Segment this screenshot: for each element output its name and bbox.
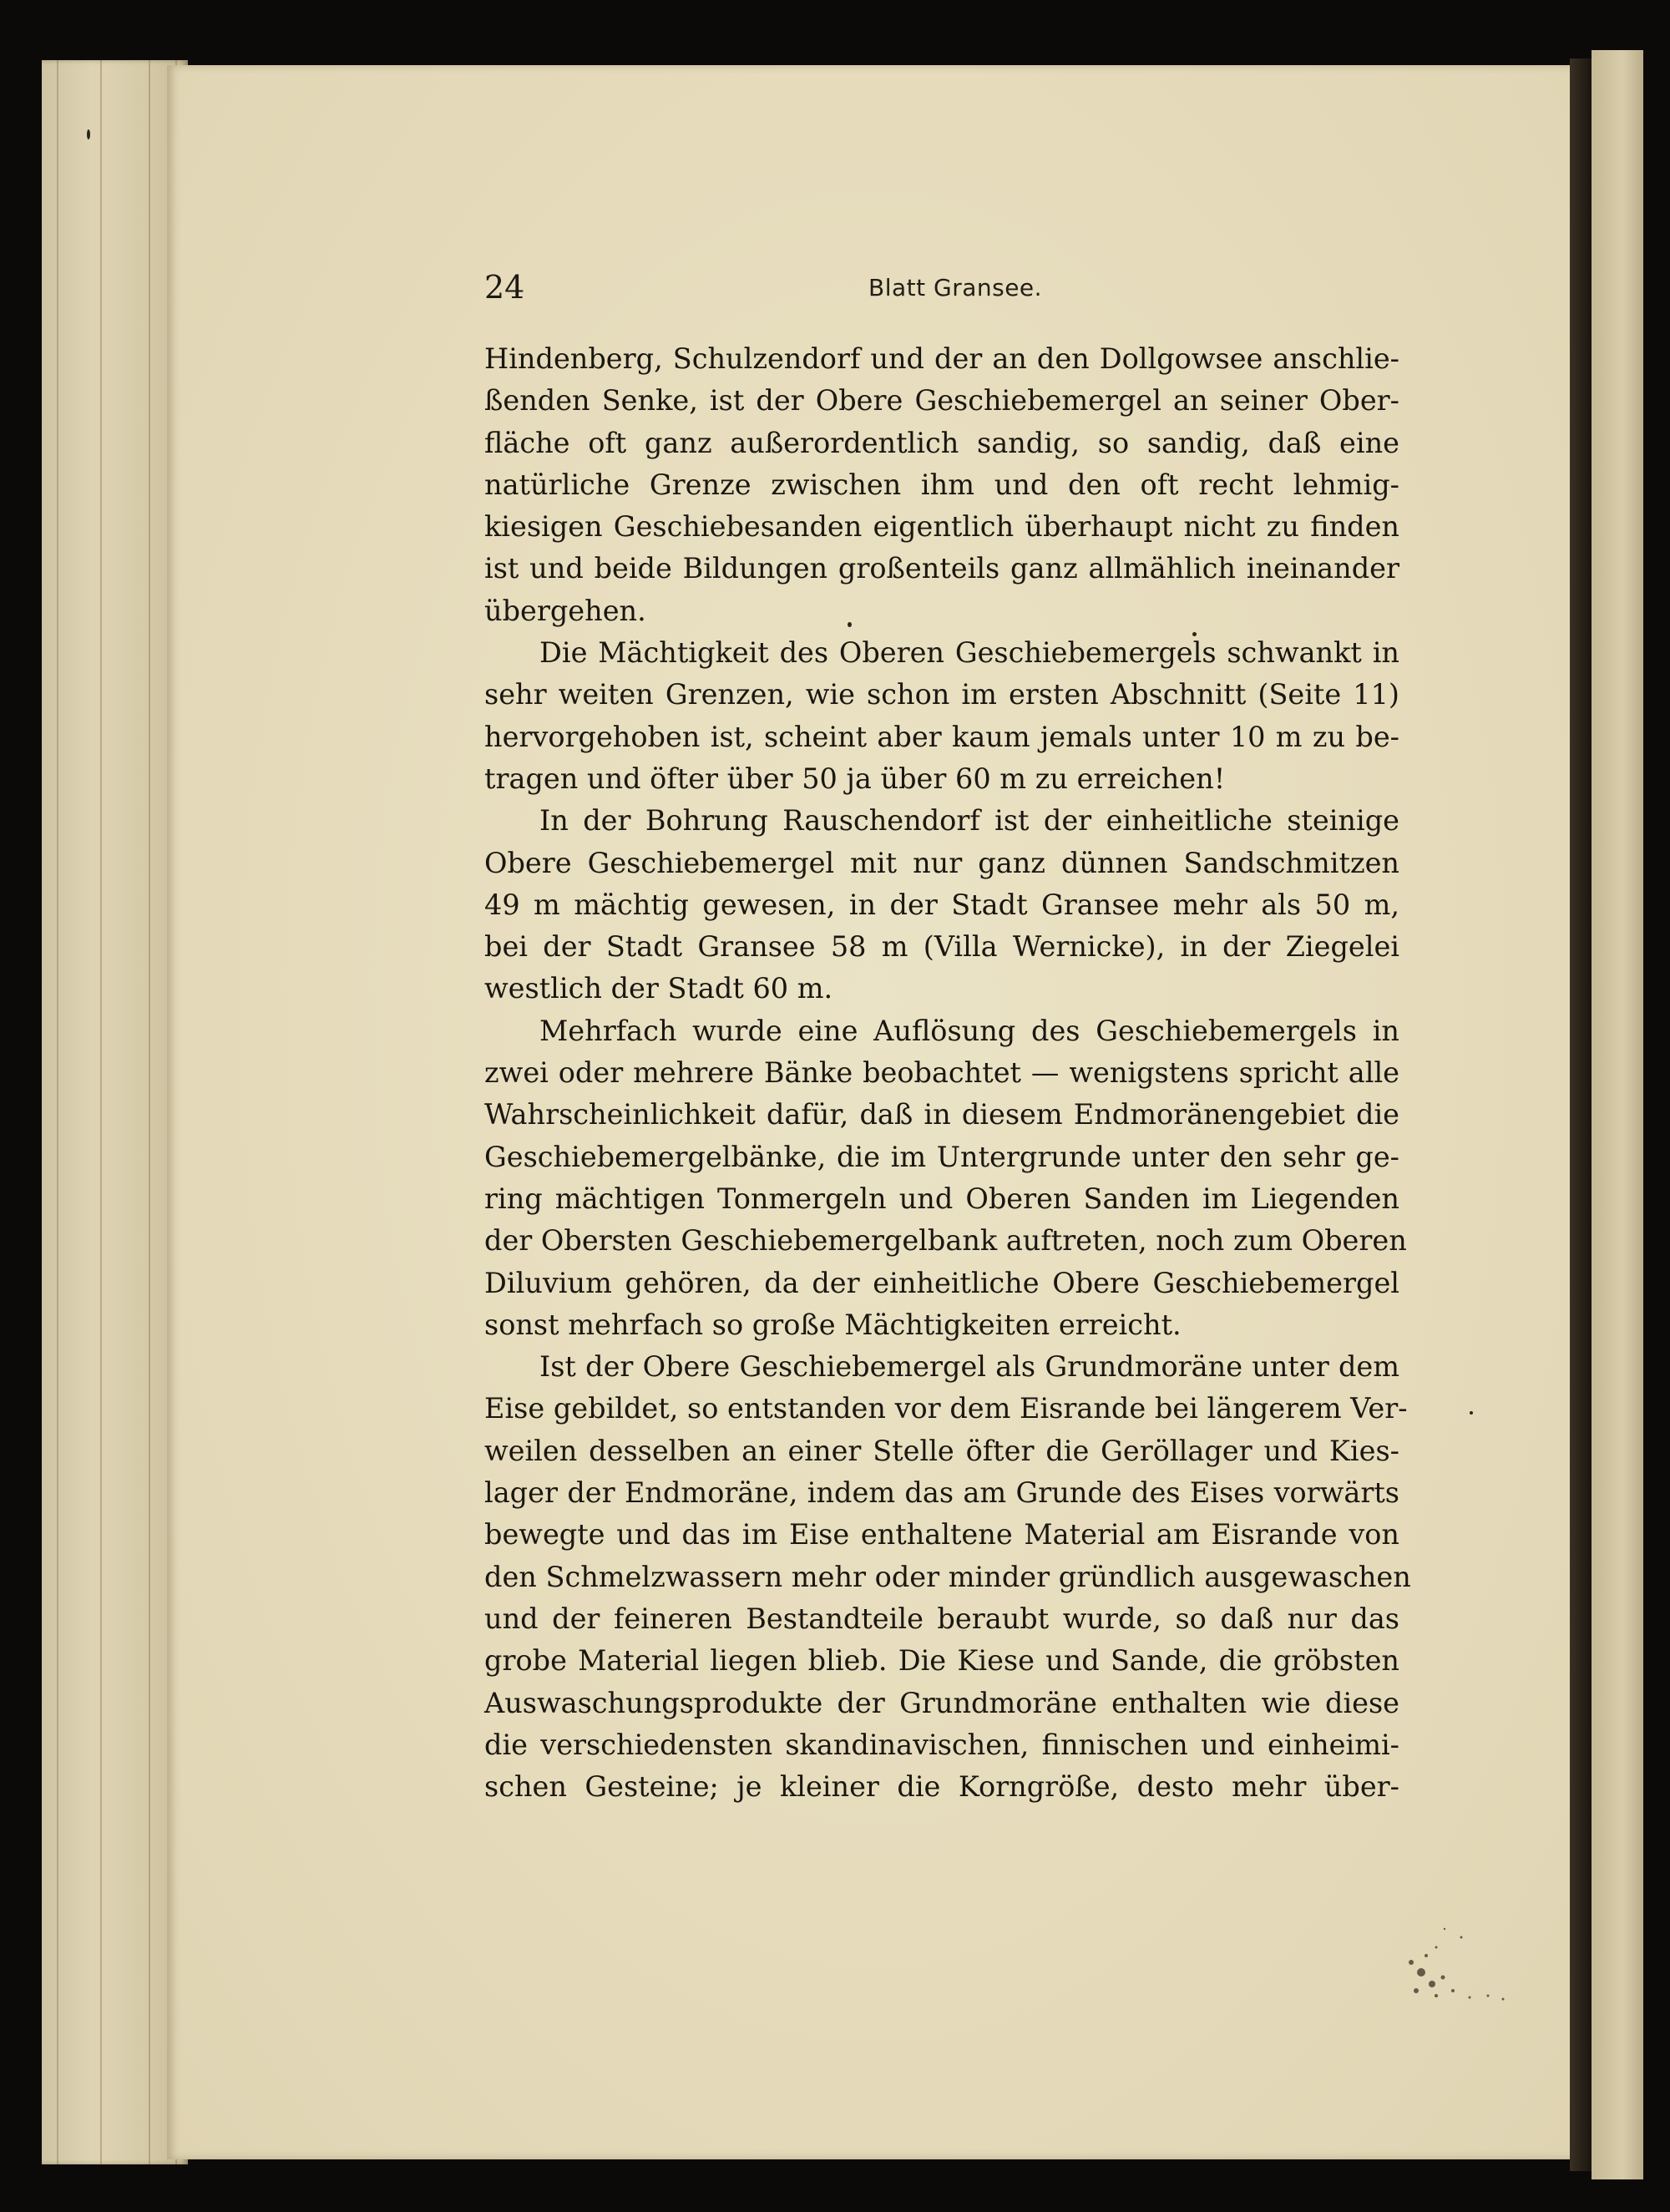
text-line: den Schmelzwassern mehr oder minder gründlich ausgewaschen [484,1560,1411,1593]
text-line: ist und beide Bildungen großenteils ganz allmählich ineinander [484,552,1399,585]
text-line: ring mächtigen Tonmergeln und Oberen Sanden im Liegenden [484,1182,1399,1215]
text-line: Geschiebemergelbänke, die im Untergrunde unter den sehr ge- [484,1140,1399,1173]
text-line: sonst mehrfach so große Mächtigkeiten erreicht. [484,1308,1182,1341]
page-number: 24 [484,269,525,306]
text-line: sehr weiten Grenzen, wie schon im ersten Abschnitt (Seite 11) [484,678,1399,711]
text-line: westlich der Stadt 60 m. [484,972,833,1005]
speck [87,129,90,139]
text-line: ßenden Senke, ist der Obere Geschiebemergel an seiner Ober- [484,384,1399,418]
text-line: Wahrscheinlichkeit dafür, daß in diesem Endmoränengebiet die [484,1098,1399,1131]
text-line: und der feineren Bestandteile beraubt wurde, so daß nur das [484,1602,1399,1635]
text-line: Die Mächtigkeit des Oberen Geschiebemergels schwankt in [539,636,1399,670]
text-line: übergehen. [484,594,646,627]
text-line: hervorgehoben ist, scheint aber kaum jemals unter 10 m zu be- [484,720,1399,753]
text-line: kiesigen Geschiebesanden eigentlich überhaupt nicht zu finden [484,510,1399,544]
text-line: Eise gebildet, so entstanden vor dem Eisrande bei längerem Ver- [484,1392,1408,1425]
speck [1470,1411,1473,1415]
page-header [484,269,1399,311]
text-line: Ist der Obere Geschiebemergel als Grundmoräne unter dem [539,1350,1399,1384]
text-line: Hindenberg, Schulzendorf und der an den Dollgowsee anschlie- [484,342,1399,375]
running-head: Blatt Gransee. [868,274,1043,301]
text-line: fläche oft ganz außerordentlich sandig, so sandig, daß eine [484,426,1399,459]
text-line: zwei oder mehrere Bänke beobachtet — wenigstens spricht alle [484,1056,1399,1090]
left-page-stack [42,60,188,2164]
text-line: natürliche Grenze zwischen ihm und den oft recht lehmig- [484,468,1399,501]
text-line: Obere Geschiebemergel mit nur ganz dünnen Sandschmitzen [484,846,1399,879]
speck [848,622,852,627]
text-line: der Obersten Geschiebemergelbank auftreten, noch zum Oberen [484,1224,1407,1258]
text-line: weilen desselben an einer Stelle öfter die Geröllager und Kies- [484,1434,1399,1467]
gutter-shadow [1570,58,1592,2171]
text-line: grobe Material liegen blieb. Die Kiese und Sande, die gröbsten [484,1644,1399,1678]
text-line: die verschiedensten skandinavischen, finnischen und einheimi- [484,1728,1399,1761]
text-line: schen Gesteine; je kleiner die Korngröße, desto mehr über- [484,1770,1399,1804]
right-page-edge [1592,50,1643,2179]
text-line: Auswaschungsprodukte der Grundmoräne enthalten wie diese [484,1686,1399,1719]
text-line: lager der Endmoräne, indem das am Grunde des Eises vorwärts [484,1476,1399,1510]
text-line: bei der Stadt Gransee 58 m (Villa Wernicke), in der Ziegelei [484,930,1399,964]
text-line: bewegte und das im Eise enthaltene Material am Eisrande von [484,1518,1399,1551]
text-line: 49 m mächtig gewesen, in der Stadt Gransee mehr als 50 m, [484,888,1399,921]
text-line: Mehrfach wurde eine Auflösung des Geschiebemergels in [539,1014,1399,1047]
body-text [484,338,1411,1808]
text-line: tragen und öfter über 50 ja über 60 m zu erreichen! [484,762,1226,795]
text-line: Diluvium gehören, da der einheitliche Obere Geschiebemergel [484,1266,1399,1299]
text-line: In der Bohrung Rauschendorf ist der einheitliche steinige [539,804,1399,838]
speck [1192,632,1197,636]
ink-stain [1386,1904,1570,2012]
